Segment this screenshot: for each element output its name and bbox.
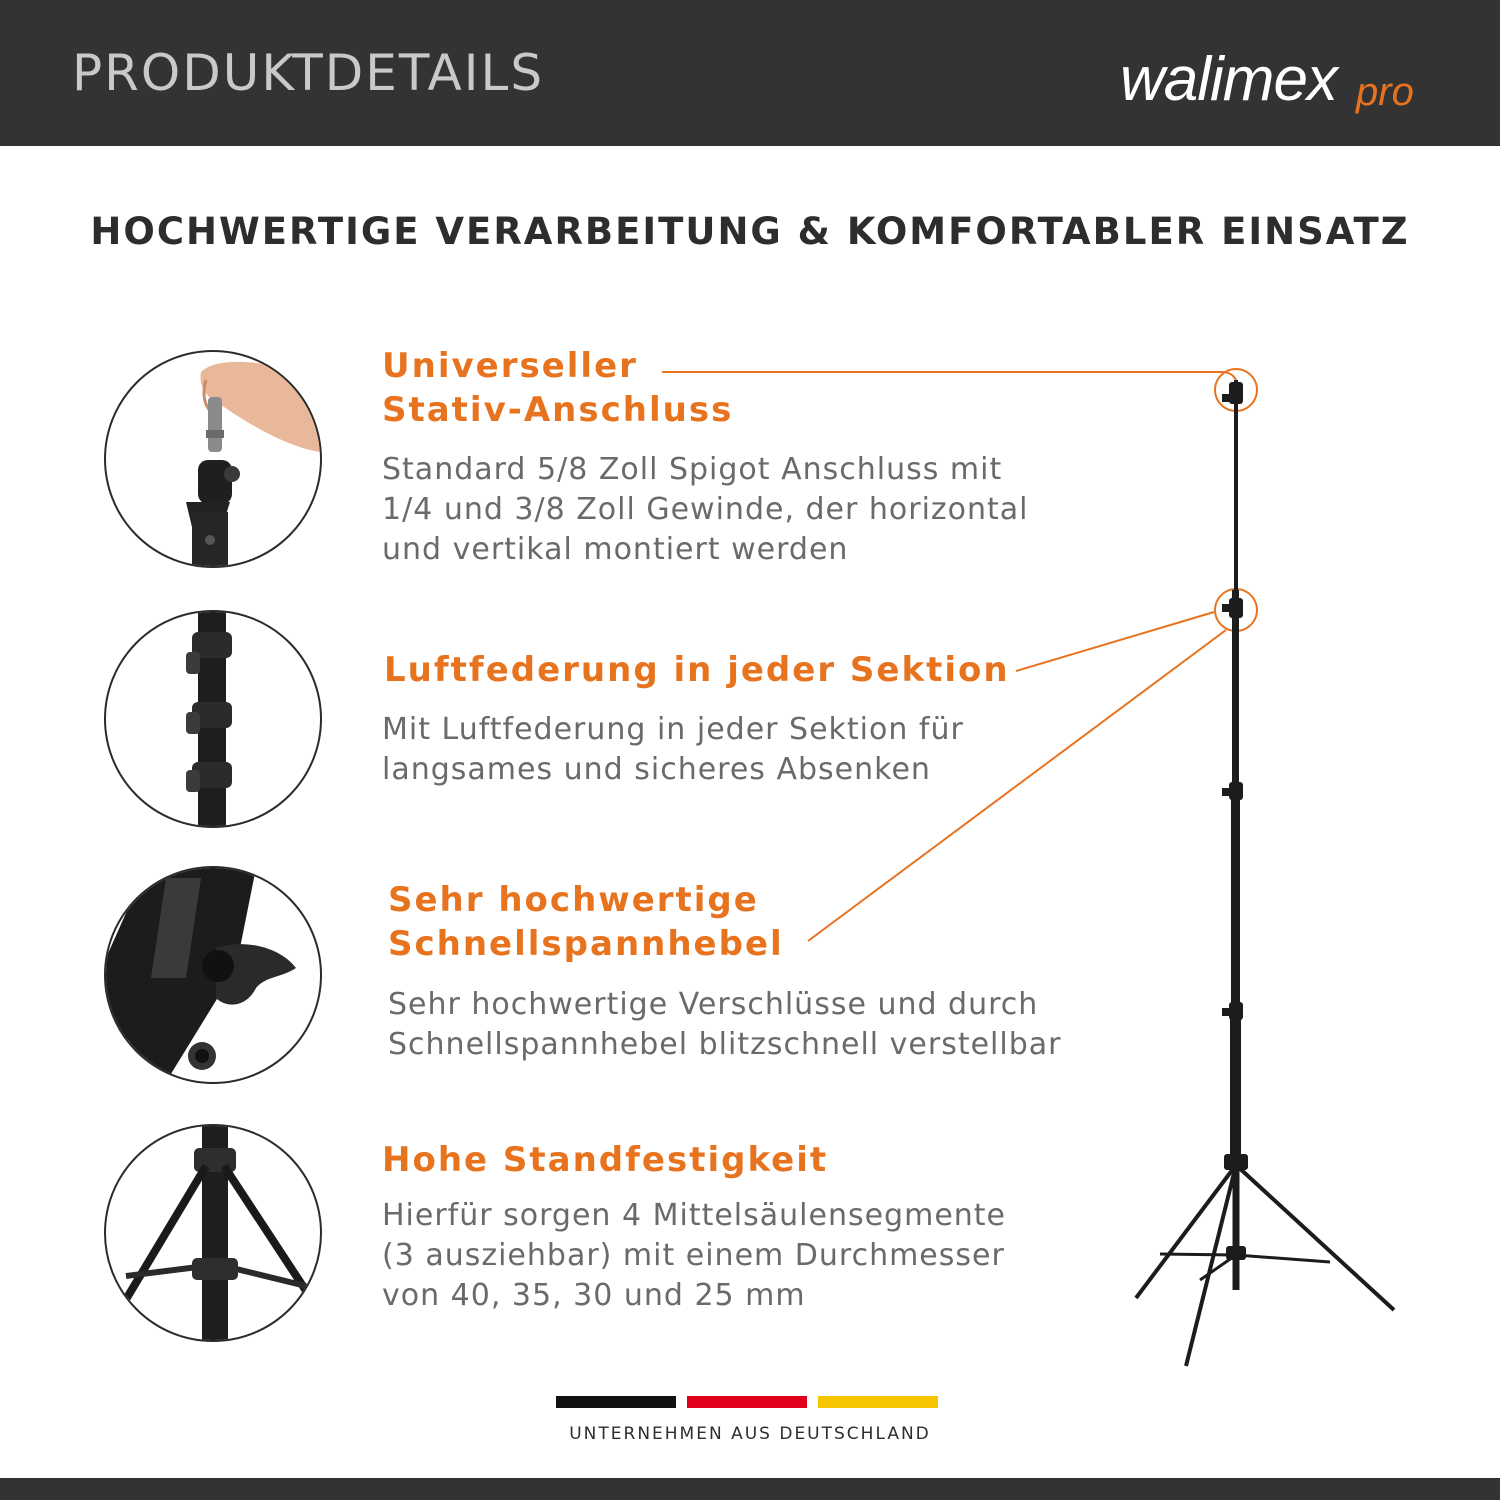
- feature-title-stability: Hohe Standfestigkeit: [382, 1140, 829, 1180]
- logo-suffix: pro: [1356, 70, 1414, 114]
- logo-wordmark: walimex: [1120, 45, 1337, 114]
- feature-desc-spigot: Standard 5/8 Zoll Spigot Anschluss mit 1/4 und 3/8 Zoll Gewinde, der horizontal und vertikal montiert werden: [382, 452, 1029, 567]
- callout-lines: [662, 369, 1257, 941]
- flag-bar-red: [687, 1396, 807, 1408]
- section-headline: HOCHWERTIGE VERARBEITUNG & KOMFORTABLER EINSATZ: [90, 210, 1410, 253]
- flag-bar-black: [556, 1396, 676, 1408]
- feature-title-quick-lever: Sehr hochwertige Schnellspannhebel: [388, 880, 784, 964]
- page-title: PRODUKTDETAILS: [72, 44, 545, 102]
- feature-title-air-cushion: Luftfederung in jeder Sektion: [384, 650, 1010, 690]
- feature-title-spigot: Universeller Stativ-Anschluss: [382, 346, 734, 430]
- feature-desc-stability: Hierfür sorgen 4 Mittelsäulensegmente (3 ausziehbar) mit einem Durchmesser von 40, 35, 30 und 25 mm: [382, 1198, 1007, 1313]
- stand-body: [1136, 380, 1394, 1366]
- footer-bar: [0, 1478, 1500, 1500]
- feature-desc-air-cushion: Mit Luftfederung in jeder Sektion für langsames und sicheres Absenken: [382, 712, 964, 787]
- origin-caption: UNTERNEHMEN AUS DEUTSCHLAND: [569, 1424, 931, 1444]
- feature-desc-quick-lever: Sehr hochwertige Verschlüsse und durch Schnellspannhebel blitzschnell verstellbar: [388, 987, 1062, 1062]
- flag-bar-gold: [818, 1396, 938, 1408]
